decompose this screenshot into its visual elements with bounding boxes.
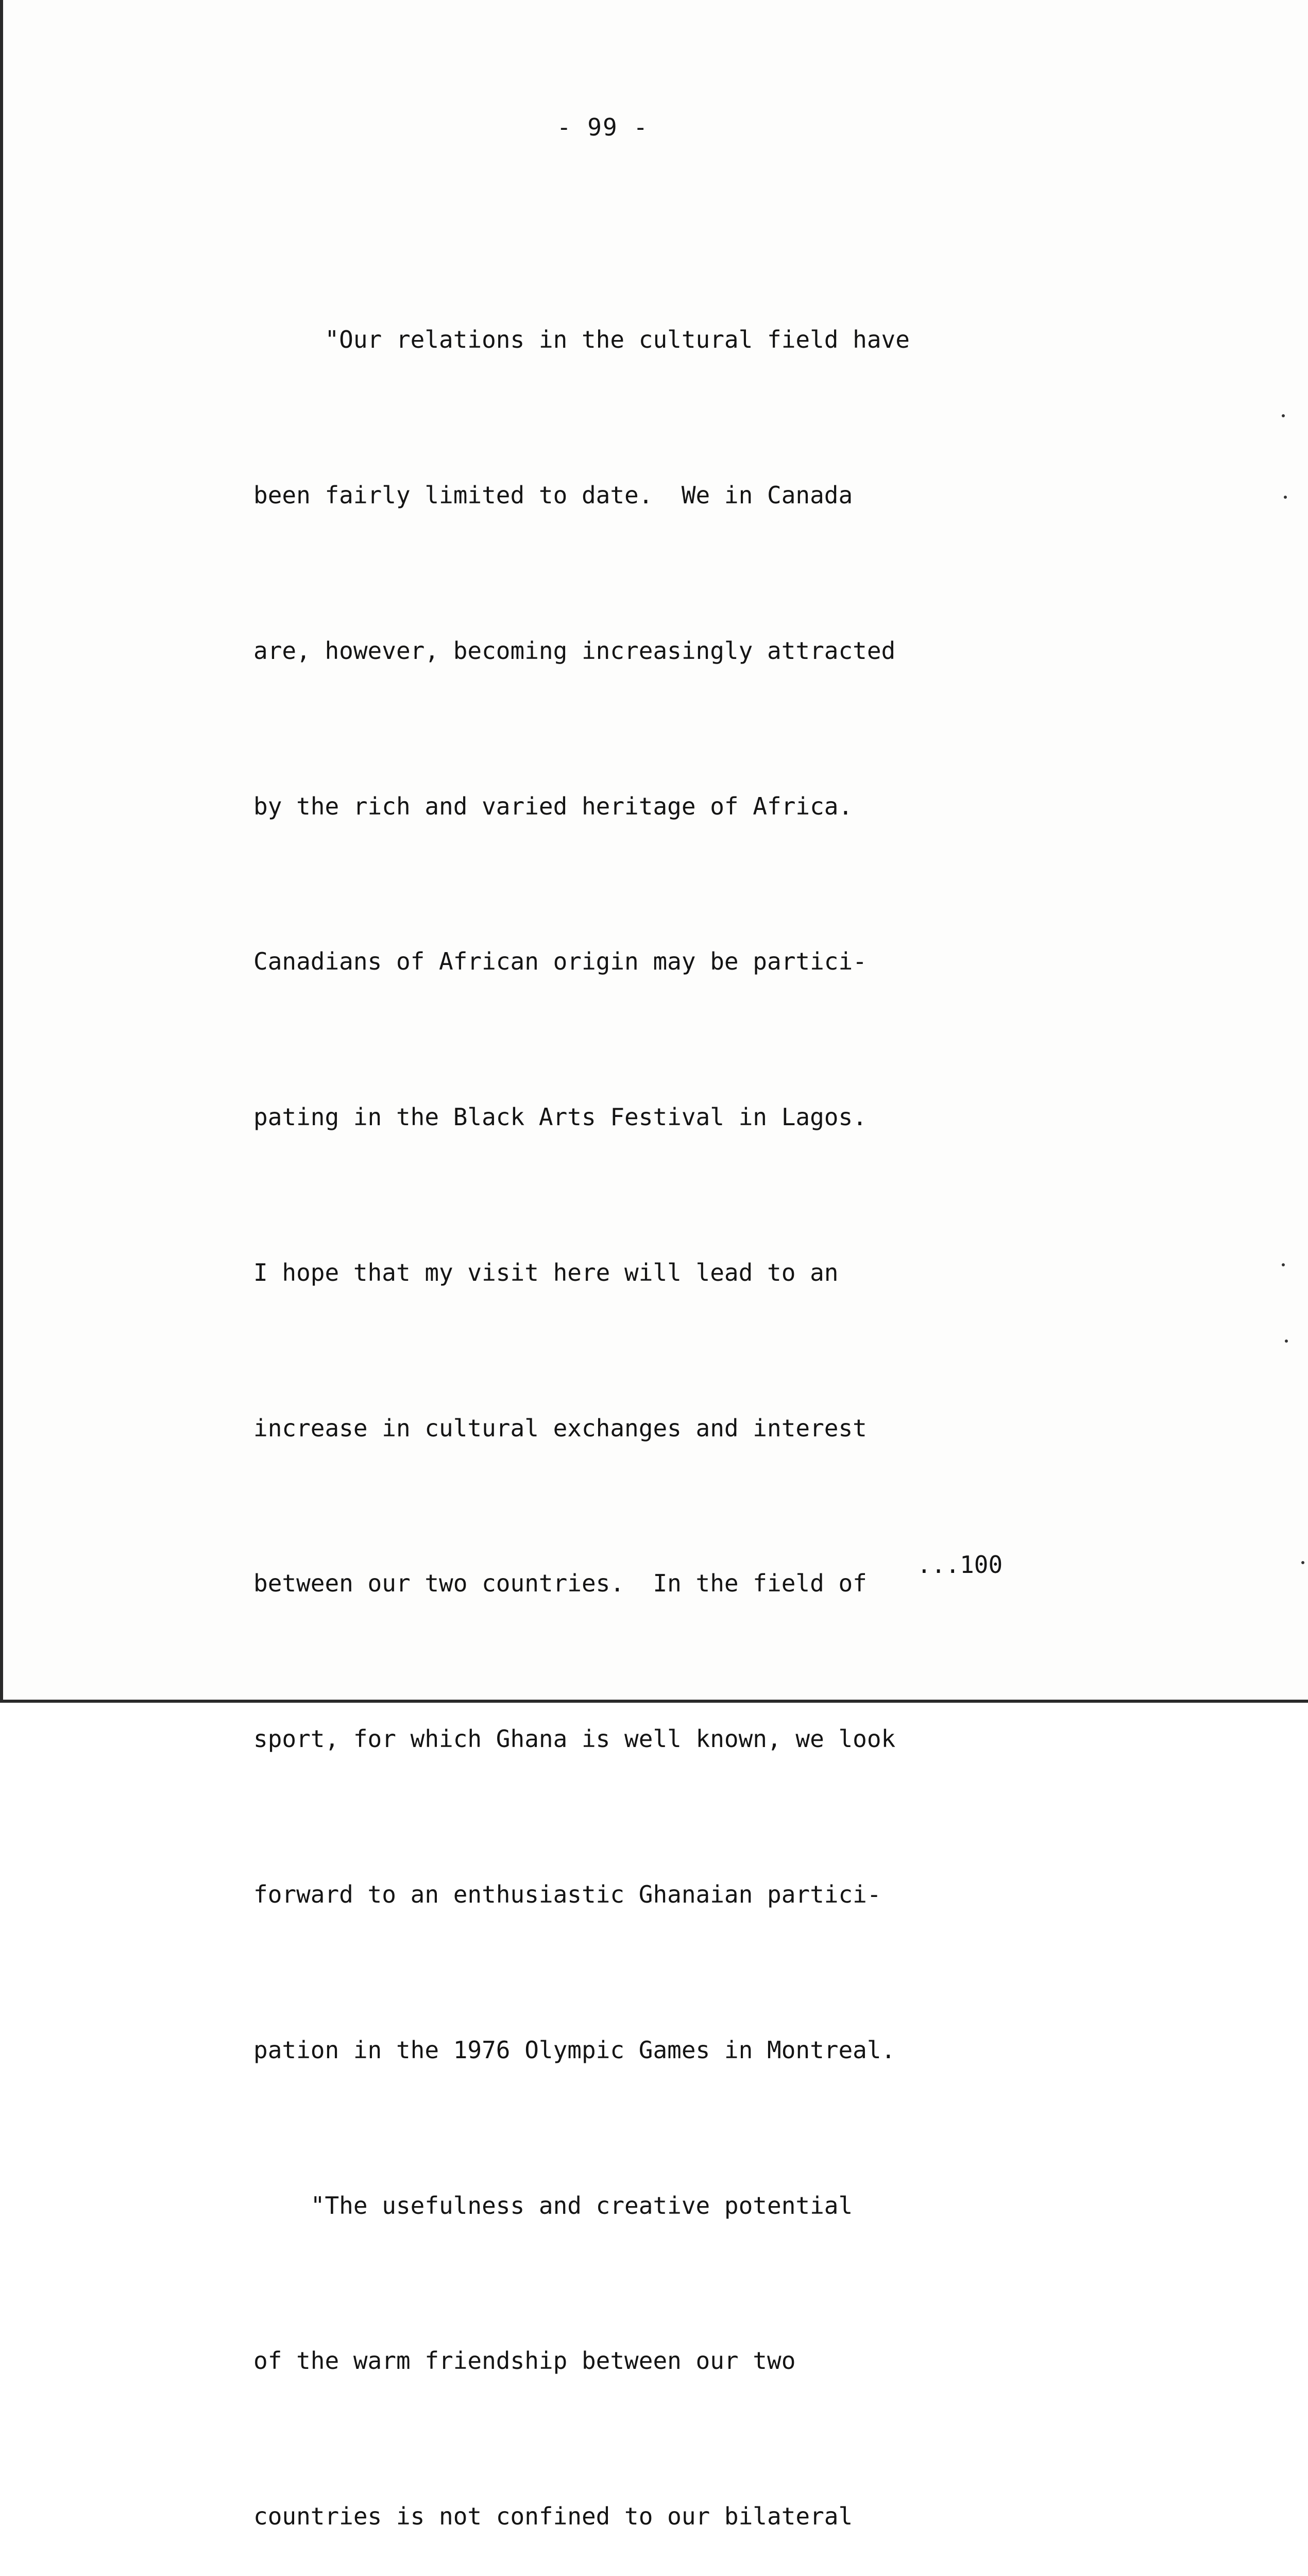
text-line: Canadians of African origin may be partici-: [253, 947, 867, 976]
text-line: by the rich and varied heritage of Africa.: [253, 792, 853, 820]
scan-speck: [1301, 1561, 1304, 1564]
text-line: "The usefulness and creative potential: [253, 2191, 853, 2219]
text-line: pation in the 1976 Olympic Games in Montreal.: [253, 2036, 896, 2064]
continuation-marker: ...100: [917, 1551, 1003, 1579]
text-line: sport, for which Ghana is well known, we look: [253, 1725, 896, 1753]
text-line: between our two countries. In the field of: [253, 1569, 867, 1598]
text-line: "Our relations in the cultural field have: [253, 326, 910, 354]
scan-speck: [1285, 1340, 1288, 1343]
text-line: I hope that my visit here will lead to an: [253, 1258, 839, 1286]
scan-speck: [1282, 414, 1285, 417]
text-line: been fairly limited to date. We in Canada: [253, 481, 853, 509]
body-text: [253, 210, 1037, 2576]
text-line: increase in cultural exchanges and interest: [253, 1414, 867, 1442]
text-line: forward to an enthusiastic Ghanaian partici-: [253, 1880, 881, 1908]
text-line: of the warm friendship between our two: [253, 2347, 796, 2375]
scan-speck: [1284, 496, 1287, 499]
text-line: countries is not confined to our bilateral: [253, 2502, 853, 2531]
scan-edge-left: [0, 0, 3, 1703]
text-line: are, however, becoming increasingly attracted: [253, 636, 896, 665]
text-line: pating in the Black Arts Festival in Lagos.: [253, 1103, 867, 1131]
page-number: - 99 -: [556, 113, 649, 141]
scan-speck: [1282, 1263, 1285, 1266]
